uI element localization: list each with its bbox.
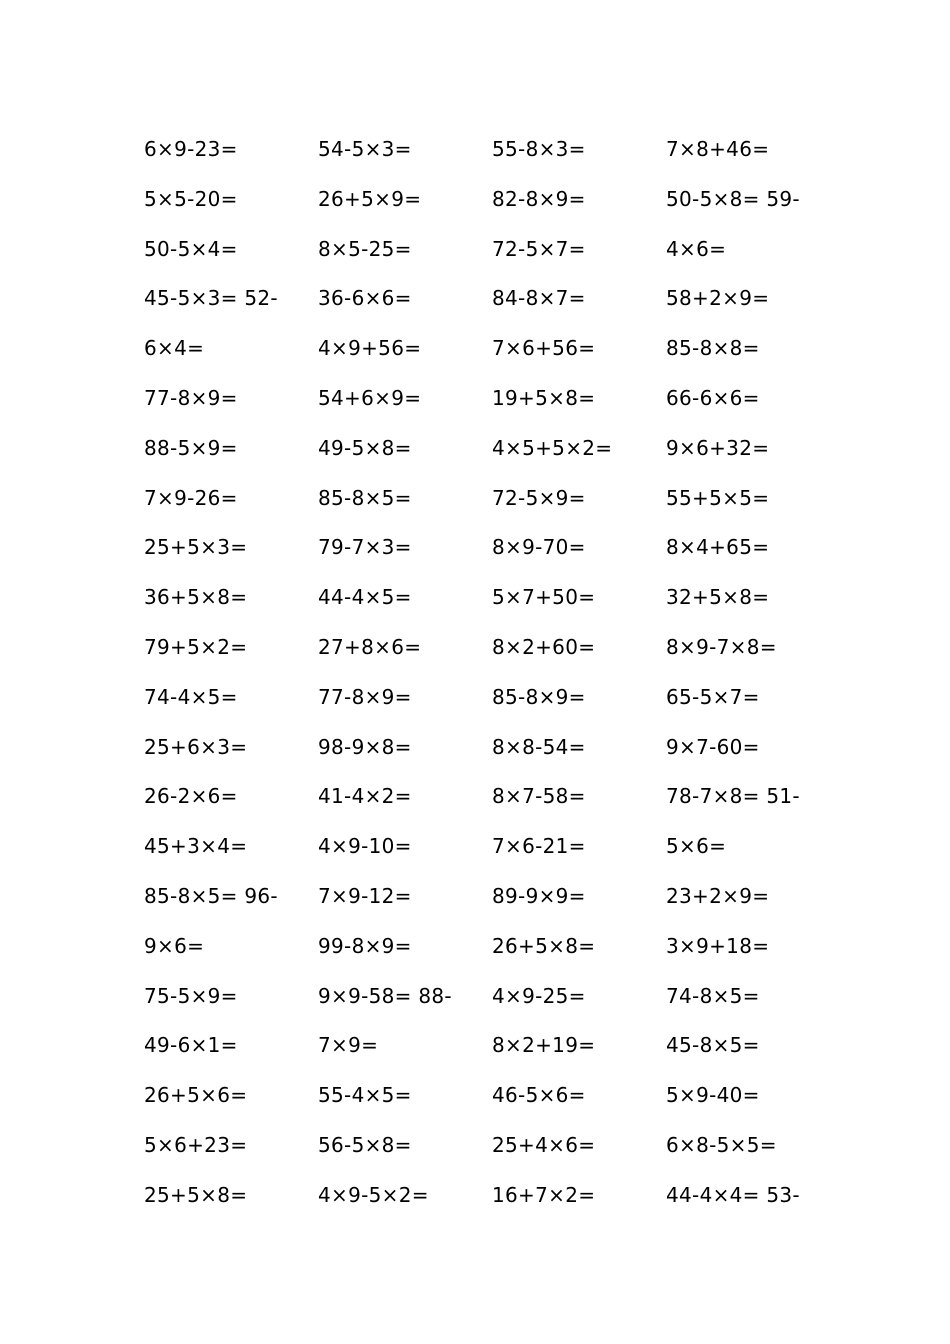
math-problem: 6×8-5×5=: [666, 1132, 777, 1157]
math-problem: 26-2×6=: [144, 784, 238, 809]
math-problem: 72-5×9=: [492, 485, 586, 510]
math-problem: 55+5×5=: [666, 485, 770, 510]
math-problem: 85-8×5=: [318, 485, 412, 510]
math-problem: 49-6×1=: [144, 1033, 238, 1058]
math-problem: 41-4×2=: [318, 784, 412, 809]
math-problem: 88-5×9=: [144, 435, 238, 460]
math-problem: 45+3×4=: [144, 834, 248, 859]
math-problem: 98-9×8=: [318, 734, 412, 759]
math-problem: 72-5×7=: [492, 236, 586, 261]
math-problem: 46-5×6=: [492, 1083, 586, 1108]
math-problem: 45-5×3= 52-: [144, 286, 278, 311]
math-problem: 7×9-26=: [144, 485, 238, 510]
math-problem: 8×7-58=: [492, 784, 586, 809]
math-problem: 36+5×8=: [144, 585, 248, 610]
math-problem: 65-5×7=: [666, 684, 760, 709]
math-problem: 74-4×5=: [144, 684, 238, 709]
math-problem: 9×9-58= 88-: [318, 983, 452, 1008]
math-problem: 54+6×9=: [318, 385, 422, 410]
math-problem: 99-8×9=: [318, 933, 412, 958]
math-problem: 8×8-54=: [492, 734, 586, 759]
math-problem: 78-7×8= 51-: [666, 784, 800, 809]
math-problem: 5×6=: [666, 834, 727, 859]
math-problem: 25+4×6=: [492, 1132, 596, 1157]
math-problem: 8×5-25=: [318, 236, 412, 261]
math-problem: 23+2×9=: [666, 883, 770, 908]
math-problem: 7×9=: [318, 1033, 379, 1058]
math-problem: 5×7+50=: [492, 585, 596, 610]
math-problem: 7×9-12=: [318, 883, 412, 908]
math-problem: 27+8×6=: [318, 634, 422, 659]
math-problem: 66-6×6=: [666, 385, 760, 410]
math-problem: 7×6-21=: [492, 834, 586, 859]
math-problem: 3×9+18=: [666, 933, 770, 958]
math-problem: 8×9-70=: [492, 535, 586, 560]
math-problem: 4×9-25=: [492, 983, 586, 1008]
math-problem: 50-5×4=: [144, 236, 238, 261]
math-problem: 6×4=: [144, 336, 205, 361]
math-problem: 9×7-60=: [666, 734, 760, 759]
math-problem: 8×4+65=: [666, 535, 770, 560]
math-problem: 26+5×8=: [492, 933, 596, 958]
math-problem: 85-8×9=: [492, 684, 586, 709]
math-problem: 44-4×5=: [318, 585, 412, 610]
math-problem: 58+2×9=: [666, 286, 770, 311]
math-problem: 45-8×5=: [666, 1033, 760, 1058]
math-problem: 55-8×3=: [492, 137, 586, 161]
math-problem: 79-7×3=: [318, 535, 412, 560]
math-problem: 9×6=: [144, 933, 205, 958]
math-problem: 89-9×9=: [492, 883, 586, 908]
math-problem: 7×8+46=: [666, 137, 770, 161]
math-problem: 55-4×5=: [318, 1083, 412, 1108]
math-problem: 82-8×9=: [492, 186, 586, 211]
math-problem: 4×5+5×2=: [492, 435, 613, 460]
math-problem: 32+5×8=: [666, 585, 770, 610]
math-problem: 4×6=: [666, 236, 727, 261]
math-problem: 36-6×6=: [318, 286, 412, 311]
math-problem: 4×9-5×2=: [318, 1182, 429, 1207]
math-problem: 25+6×3=: [144, 734, 248, 759]
math-problem: 4×9-10=: [318, 834, 412, 859]
math-problem: 8×9-7×8=: [666, 634, 777, 659]
math-problem: 5×6+23=: [144, 1132, 248, 1157]
math-problem: 75-5×9=: [144, 983, 238, 1008]
math-problem: 7×6+56=: [492, 336, 596, 361]
math-problem: 4×9+56=: [318, 336, 422, 361]
math-problem: 56-5×8=: [318, 1132, 412, 1157]
math-problem: 54-5×3=: [318, 137, 412, 161]
math-problem: 84-8×7=: [492, 286, 586, 311]
math-problem: 5×5-20=: [144, 186, 238, 211]
math-problem: 50-5×8= 59-: [666, 186, 800, 211]
problem-grid: [144, 133, 840, 1229]
math-problem: 77-8×9=: [318, 684, 412, 709]
math-problem: 44-4×4= 53-: [666, 1182, 800, 1207]
math-problem: 16+7×2=: [492, 1182, 596, 1207]
math-problem: 5×9-40=: [666, 1083, 760, 1108]
math-problem: 25+5×3=: [144, 535, 248, 560]
math-problem: 6×9-23=: [144, 137, 238, 161]
math-problem: 19+5×8=: [492, 385, 596, 410]
math-problem: 74-8×5=: [666, 983, 760, 1008]
math-problem: 9×6+32=: [666, 435, 770, 460]
math-problem: 79+5×2=: [144, 634, 248, 659]
math-problem: 8×2+19=: [492, 1033, 596, 1058]
math-problem: 25+5×8=: [144, 1182, 248, 1207]
math-problem: 26+5×9=: [318, 186, 422, 211]
math-problem: 85-8×8=: [666, 336, 760, 361]
math-problem: 8×2+60=: [492, 634, 596, 659]
math-problem: 26+5×6=: [144, 1083, 248, 1108]
math-problem: 49-5×8=: [318, 435, 412, 460]
math-problem: 85-8×5= 96-: [144, 883, 278, 908]
math-problem: 77-8×9=: [144, 385, 238, 410]
